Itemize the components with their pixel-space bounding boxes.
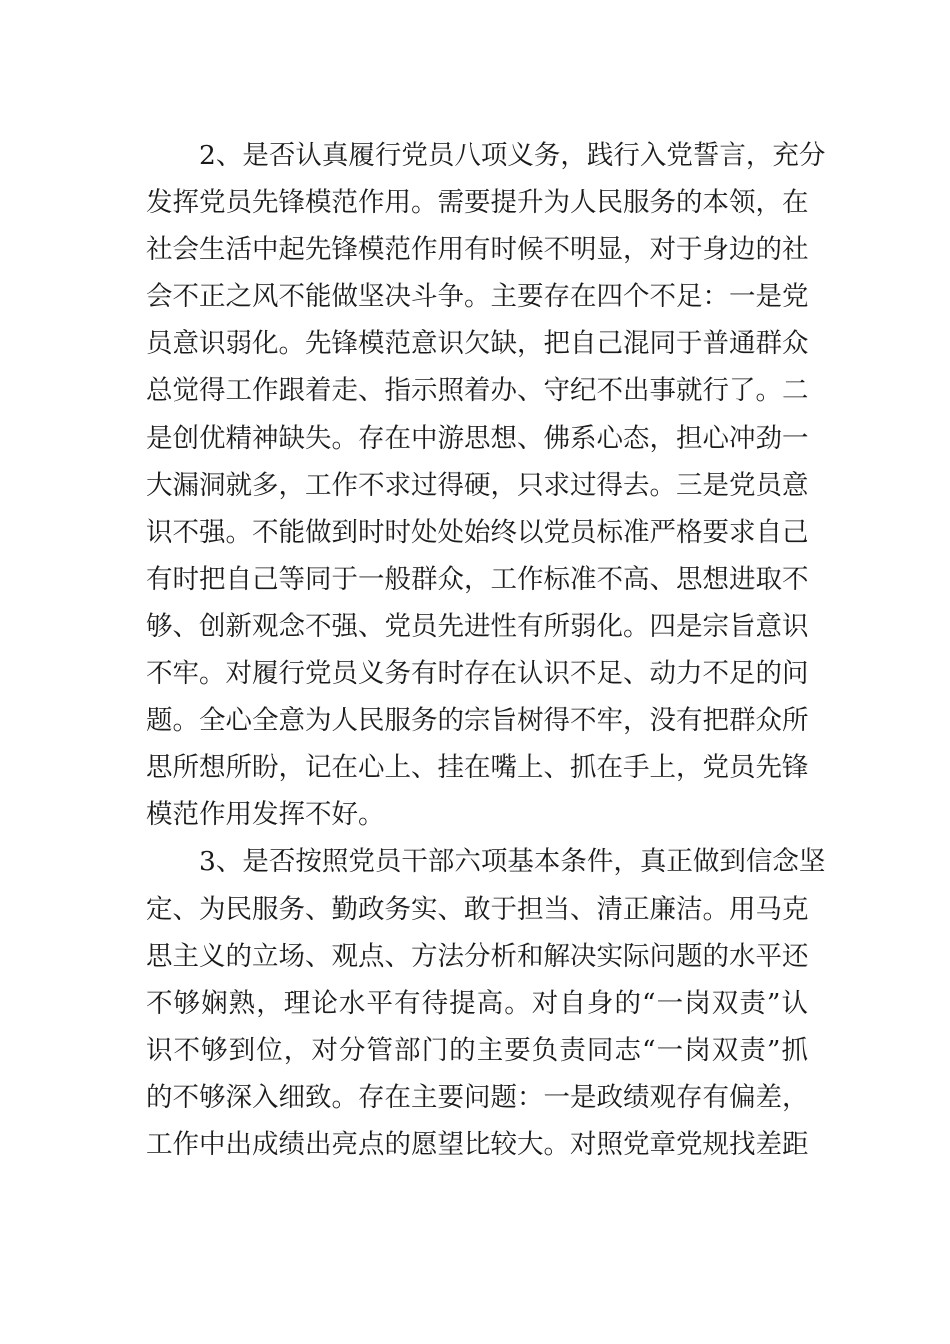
text-line: 模范作用发挥不好。 (146, 799, 385, 831)
paragraph-item-2 (146, 132, 826, 838)
text-line: 思主义的立场、观点、方法分析和解决实际问题的水平还 (146, 940, 809, 972)
paragraph-item-3 (146, 838, 826, 1168)
text-line: 3、是否按照党员干部六项基本条件，真正做到信念坚 (199, 846, 826, 878)
text-line: 会不正之风不能做坚决斗争。主要存在四个不足：一是党 (146, 281, 809, 313)
text-line: 员意识弱化。先锋模范意识欠缺，把自己混同于普通群众 (146, 328, 809, 360)
text-line: 识不强。不能做到时时处处始终以党员标准严格要求自己 (146, 516, 809, 548)
document-body (146, 132, 826, 1168)
text-line: 的不够深入细致。存在主要问题：一是政绩观存有偏差， (146, 1081, 809, 1113)
text-line: 2、是否认真履行党员八项义务，践行入党誓言，充分 (199, 140, 826, 171)
text-line: 识不够到位，对分管部门的主要负责同志“一岗双责”抓 (146, 1034, 808, 1066)
text-line: 大漏洞就多，工作不求过得硬，只求过得去。三是党员意 (146, 469, 809, 501)
text-line: 定、为民服务、勤政务实、敢于担当、清正廉洁。用马克 (146, 893, 809, 925)
text-line: 总觉得工作跟着走、指示照着办、守纪不出事就行了。二 (146, 375, 809, 407)
text-line: 工作中出成绩出亮点的愿望比较大。对照党章党规找差距 (146, 1128, 809, 1160)
text-line: 题。全心全意为人民服务的宗旨树得不牢，没有把群众所 (146, 705, 809, 737)
text-line: 不牢。对履行党员义务有时存在认识不足、动力不足的问 (146, 658, 809, 690)
text-line: 不够娴熟，理论水平有待提高。对自身的“一岗双责”认 (146, 987, 808, 1019)
text-line: 社会生活中起先锋模范作用有时候不明显，对于身边的社 (146, 234, 809, 266)
text-line: 有时把自己等同于一般群众，工作标准不高、思想进取不 (146, 563, 809, 595)
text-line: 是创优精神缺失。存在中游思想、佛系心态，担心冲劲一 (146, 422, 809, 454)
text-line: 够、创新观念不强、党员先进性有所弱化。四是宗旨意识 (146, 610, 809, 642)
text-line: 发挥党员先锋模范作用。需要提升为人民服务的本领，在 (146, 187, 809, 219)
text-line: 思所想所盼，记在心上、挂在嘴上、抓在手上，党员先锋 (146, 752, 809, 784)
